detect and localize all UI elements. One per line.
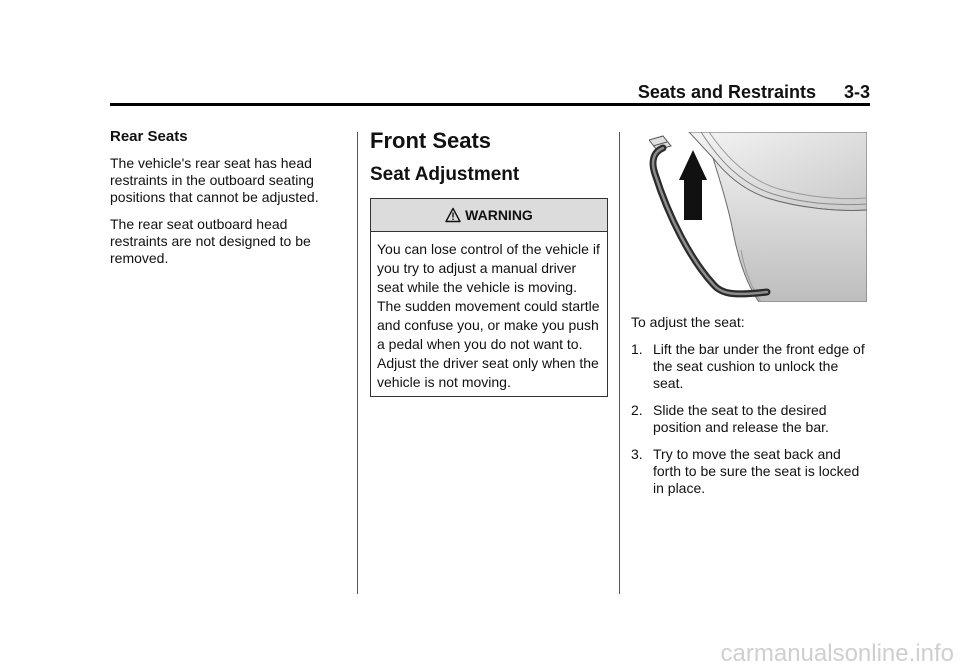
section-title: Seats and Restraints	[637, 82, 816, 102]
warning-box	[370, 198, 608, 397]
warning-text: You can lose control of the vehicle if you try to adjust a manual driver seat while the vehicle is moving. The sudden movement could startle and confuse you, or make you push a pedal when you do not want to. Adjust the driver seat only when the vehicle is not moving.	[377, 241, 600, 390]
header-rule	[110, 103, 870, 106]
column-rear-seats	[110, 120, 342, 277]
column-divider-1	[357, 132, 358, 594]
step-number: 2.	[631, 402, 643, 418]
watermark: carmanualsonline.info	[720, 640, 954, 667]
warning-triangle-icon	[445, 207, 461, 223]
column-front-seats	[370, 120, 610, 397]
page-header	[110, 82, 870, 103]
rear-seats-paragraph-1: The vehicle's rear seat has head restraints in the outboard seating positions that cannot be adjusted.	[110, 155, 319, 205]
step-text: Try to move the seat back and forth to be sure the seat is locked in place.	[653, 446, 860, 496]
step-text: Slide the seat to the desired position and release the bar.	[653, 402, 829, 435]
adjust-steps-list	[631, 341, 871, 497]
column-adjust	[631, 120, 871, 507]
column-divider-2	[619, 132, 620, 594]
seat-adjustment-illustration	[649, 132, 867, 302]
adjust-step	[631, 446, 871, 497]
step-number: 3.	[631, 446, 643, 462]
seat-adjustment-heading: Seat Adjustment	[370, 164, 520, 185]
step-number: 1.	[631, 341, 643, 357]
warning-label: WARNING	[465, 207, 533, 223]
front-seats-heading: Front Seats	[370, 128, 492, 153]
adjust-step	[631, 402, 871, 436]
step-text: Lift the bar under the front edge of the seat cushion to unlock the seat.	[653, 341, 865, 391]
page-number: 3-3	[843, 82, 870, 102]
adjust-intro: To adjust the seat:	[631, 314, 745, 330]
rear-seats-heading: Rear Seats	[110, 128, 188, 145]
warning-header	[371, 199, 607, 232]
rear-seats-paragraph-2: The rear seat outboard head restraints are not designed to be removed.	[110, 216, 311, 266]
adjust-step	[631, 341, 871, 392]
